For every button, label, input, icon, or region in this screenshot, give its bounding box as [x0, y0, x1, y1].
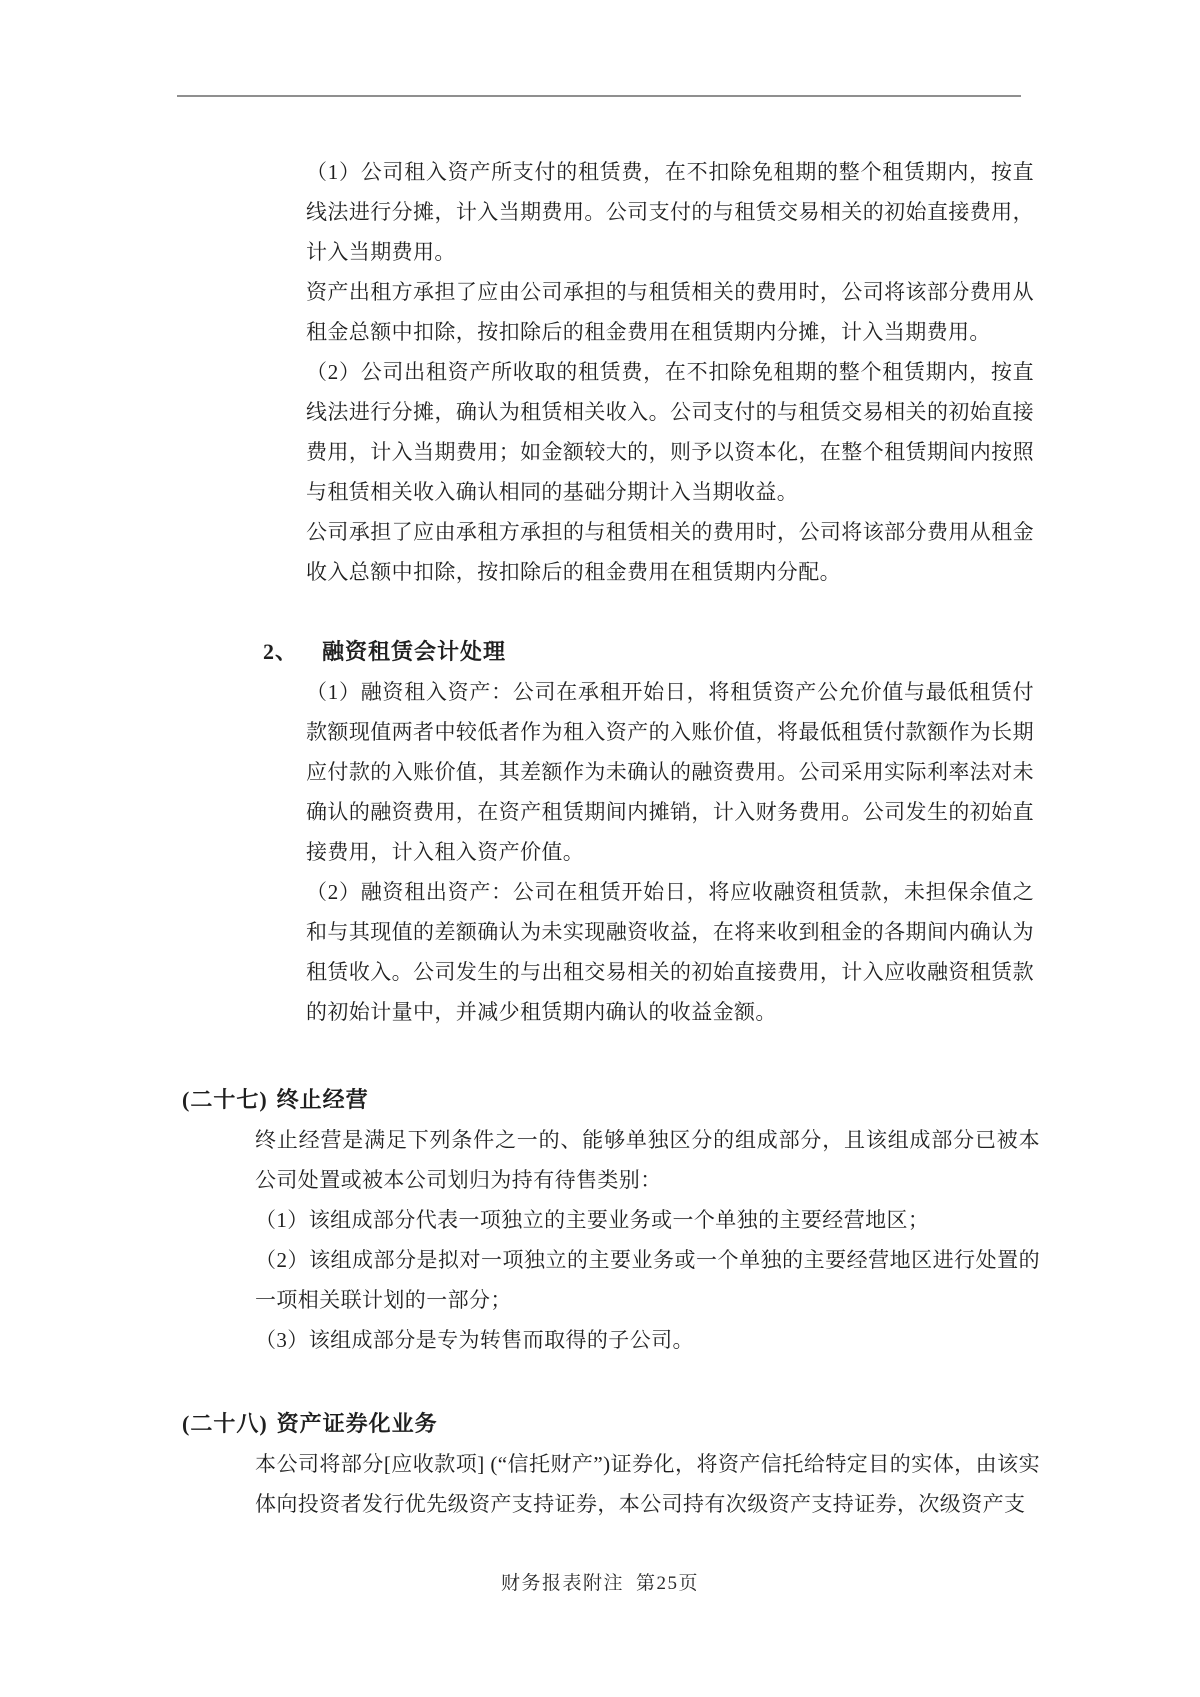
paragraph-operating-lease-2: 资产出租方承担了应由公司承担的与租赁相关的费用时，公司将该部分费用从租金总额中扣除，按扣除后的租金费用在租赁期内分摊，计入当期费用。: [306, 280, 1034, 344]
paragraph-operating-lease-1: （1）公司租入资产所支付的租赁费，在不扣除免租期的整个租赁期内，按直线法进行分摊，计入当期费用。公司支付的与租赁交易相关的初始直接费用，计入当期费用。: [306, 160, 1034, 264]
heading-discontinued-number: (二十七): [182, 1087, 268, 1112]
paragraph-discontinued-1: 终止经营是满足下列条件之一的、能够单独区分的组成部分，且该组成部分已被本公司处置或被本公司划归为持有待售类别：: [255, 1128, 1040, 1192]
paragraph-discontinued-2: （1）该组成部分代表一项独立的主要业务或一个单独的主要经营地区；: [255, 1208, 930, 1232]
heading-securitization-number: (二十八): [182, 1411, 268, 1436]
paragraph-securitization-1: 本公司将部分[应收款项] (“信托财产”)证券化，将资产信托给特定目的实体，由该实体向投资者发行优先级资产支持证券，本公司持有次级资产支持证券，次级资产支: [255, 1452, 1040, 1516]
heading-finance-lease-title: 融资租赁会计处理: [322, 639, 507, 664]
paragraph-discontinued-3: （2）该组成部分是拟对一项独立的主要业务或一个单独的主要经营地区进行处置的一项相关联计划的一部分；: [255, 1248, 1040, 1312]
paragraph-operating-lease-4: 公司承担了应由承租方承担的与租赁相关的费用时，公司将该部分费用从租金收入总额中扣除，按扣除后的租金费用在租赁期内分配。: [306, 520, 1034, 584]
heading-finance-lease: [263, 632, 1040, 672]
heading-finance-lease-number: 2、: [263, 639, 299, 664]
footer-page-number: 第25页: [636, 1573, 700, 1594]
footer-label: 财务报表附注: [500, 1573, 624, 1594]
document-body: [0, 152, 1200, 1524]
paragraph-operating-lease-3: （2）公司出租资产所收取的租赁费，在不扣除免租期的整个租赁期内，按直线法进行分摊，确认为租赁相关收入。公司支付的与租赁交易相关的初始直接费用，计入当期费用；如金额较大的，则予以资本化，在整个租赁期间内按照与租赁相关收入确认相同的基础分期计入当期收益。: [306, 360, 1034, 504]
paragraph-finance-lease-1: （1）融资租入资产：公司在承租开始日，将租赁资产公允价值与最低租赁付款额现值两者中较低者作为租入资产的入账价值，将最低租赁付款额作为长期应付款的入账价值，其差额作为未确认的融资费用。公司采用实际利率法对未确认的融资费用，在资产租赁期间内摊销，计入财务费用。公司发生的初始直接费用，计入租入资产价值。: [306, 680, 1034, 864]
paragraph-discontinued-4: （3）该组成部分是专为转售而取得的子公司。: [255, 1328, 694, 1352]
header-divider: [177, 95, 1021, 97]
page-footer: [0, 1572, 1200, 1596]
heading-discontinued-title: 终止经营: [276, 1087, 369, 1112]
heading-discontinued-operations: [182, 1080, 1040, 1120]
paragraph-finance-lease-2: （2）融资租出资产：公司在租赁开始日，将应收融资租赁款，未担保余值之和与其现值的差额确认为未实现融资收益，在将来收到租金的各期间内确认为租赁收入。公司发生的与出租交易相关的初始直接费用，计入应收融资租赁款的初始计量中，并减少租赁期内确认的收益金额。: [306, 880, 1034, 1024]
heading-securitization-title: 资产证券化业务: [276, 1411, 438, 1436]
heading-securitization: [182, 1404, 1040, 1444]
